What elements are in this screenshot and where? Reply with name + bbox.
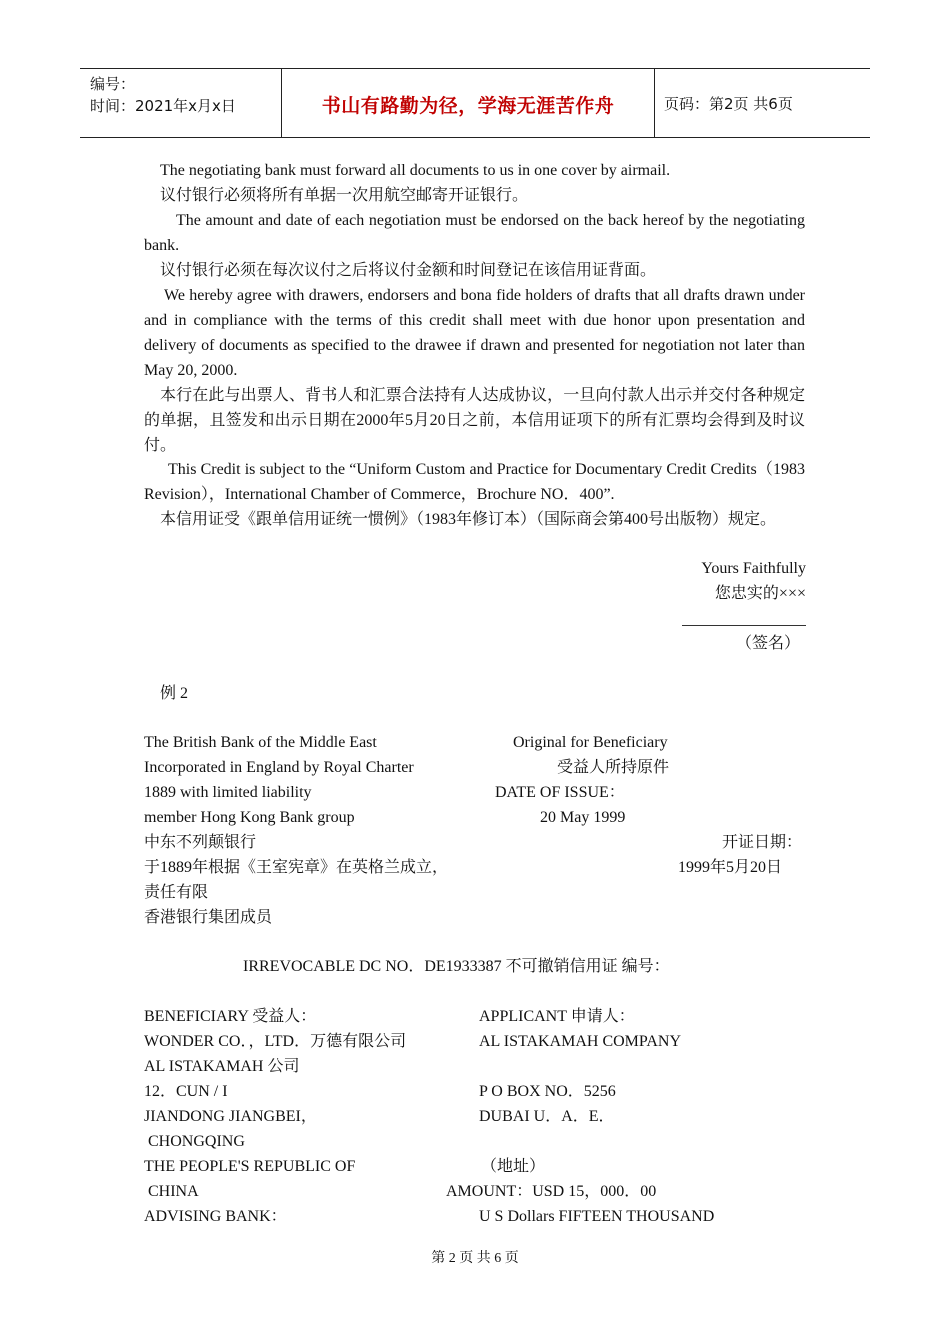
page-footer: 第 2 页 共 6 页	[431, 1251, 519, 1266]
header-page-info: 页码：第2页 共6页	[664, 95, 793, 113]
original-cn: 受益人所持原件	[557, 759, 670, 776]
beneficiary-line: BENEFICIARY 受益人：	[144, 1008, 317, 1025]
date-label: 时间：2021年x月x日	[90, 97, 236, 115]
closing-en: Yours Faithfully	[701, 560, 806, 577]
bank-line: Incorporated in England by Royal Charter	[144, 759, 414, 776]
advising-bank-label: ADVISING BANK：	[144, 1208, 287, 1225]
bank-line: member Hong Kong Bank group	[144, 809, 355, 826]
bank-line: 中东不列颠银行	[144, 834, 257, 851]
address-note: （地址）	[481, 1158, 546, 1175]
para-agreement-en: We hereby agree with drawers, endorsers and bona fide holders of drafts that all drafts drawn under and in compliance with the terms of this credit shall meet with due honor upon presentation and delivery of documents as specified to the drawee if drawn and presented for negotiation not later than May 20, 2000.	[144, 287, 805, 379]
para-forward-cn: 议付银行必须将所有单据一次用航空邮寄开证银行。	[160, 187, 529, 204]
para-endorse-cn: 议付银行必须在每次议付之后将议付金额和时间登记在该信用证背面。	[160, 262, 657, 279]
beneficiary-line: THE PEOPLE'S REPUBLIC OF	[144, 1158, 356, 1175]
bank-line: 1889 with limited liability	[144, 784, 312, 801]
original-for-beneficiary: Original for Beneficiary	[513, 734, 668, 751]
applicant-po-box: P O BOX NO．5256	[479, 1083, 616, 1100]
para-agreement-cn: 本行在此与出票人、背书人和汇票合法持有人达成协议，一旦向付款人出示并交付各种规定的单据，且签发和出示日期在2000年5月20日之前，本信用证项下的所有汇票均会得到及时议付。	[144, 387, 805, 454]
header-meta	[90, 73, 236, 117]
bank-line: 香港银行集团成员	[144, 909, 273, 926]
para-ucp-en: This Credit is subject to the “Uniform Custom and Practice for Documentary Credit Credits（1983 Revision），International Chamber of Commerce，Brochure NO．400”.	[144, 461, 806, 503]
closing-cn: 您忠实的×××	[714, 585, 806, 602]
example-label: 例 2	[160, 685, 189, 702]
issue-date-label: DATE OF ISSUE：	[495, 784, 625, 801]
page-header	[80, 68, 870, 138]
applicant-company: AL ISTAKAMAH COMPANY	[479, 1033, 681, 1050]
header-divider	[654, 69, 655, 137]
issue-date-cn: 1999年5月20日	[678, 859, 783, 876]
issue-date: 20 May 1999	[540, 809, 626, 826]
para-ucp-cn: 本信用证受《跟单信用证统一惯例》（1983年修订本）（国际商会第400号出版物）规定。	[160, 511, 777, 528]
beneficiary-line: JIANDONG JIANGBEI，	[144, 1108, 317, 1125]
bank-line: 责任有限	[144, 884, 209, 901]
amount: AMOUNT：USD 15，000．00	[446, 1183, 657, 1200]
applicant-label: APPLICANT 申请人：	[479, 1008, 635, 1025]
header-motto: 书山有路勤为径，学海无涯苦作舟	[321, 95, 615, 117]
code-label: 编号：	[90, 75, 136, 93]
amount-words: U S Dollars FIFTEEN THOUSAND	[479, 1208, 715, 1225]
bank-line: 于1889年根据《王室宪章》在英格兰成立，	[144, 859, 449, 876]
beneficiary-line: CHONGQING	[144, 1133, 245, 1150]
beneficiary-line: 12．CUN / I	[144, 1083, 228, 1100]
dc-number: IRREVOCABLE DC NO．DE1933387 不可撤销信用证 编号：	[243, 958, 670, 975]
issue-date-label-cn: 开证日期：	[722, 834, 803, 851]
para-endorse-en: The amount and date of each negotiation must be endorsed on the back hereof by the negotiating bank.	[144, 212, 805, 254]
beneficiary-line: CHINA	[144, 1183, 199, 1200]
beneficiary-line: AL ISTAKAMAH 公司	[144, 1058, 300, 1075]
para-forward-en: The negotiating bank must forward all documents to us in one cover by airmail.	[160, 162, 671, 179]
applicant-city: DUBAI U．A．E．	[479, 1108, 615, 1125]
beneficiary-line: WONDER CO．，LTD．万德有限公司	[144, 1033, 407, 1050]
signature-line	[682, 625, 806, 626]
signature-label: （签名）	[735, 635, 800, 652]
bank-line: The British Bank of the Middle East	[144, 734, 377, 751]
